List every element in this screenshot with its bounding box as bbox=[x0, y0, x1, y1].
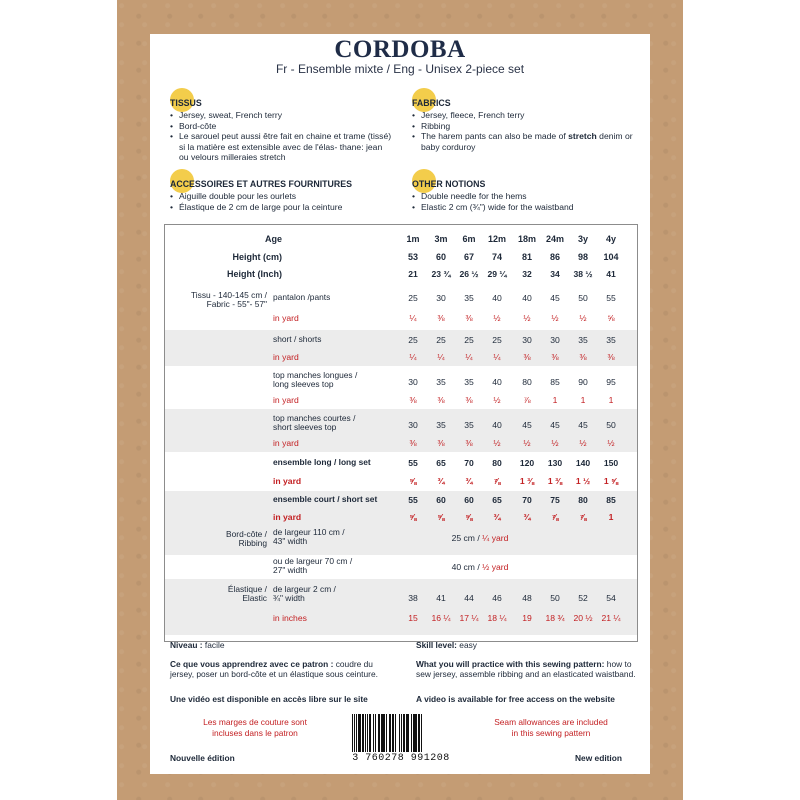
edition-fr: Nouvelle édition bbox=[170, 753, 235, 763]
section-heading: OTHER NOTIONS bbox=[412, 179, 486, 189]
cm-cell: 35 bbox=[464, 377, 474, 387]
cm-cell: 35 bbox=[464, 420, 474, 430]
elastic-cm-cell: 41 bbox=[436, 593, 446, 603]
section-heading: FABRICS bbox=[412, 98, 451, 108]
garment-label: ensemble long / long set bbox=[273, 457, 371, 467]
yard-cell: 1 bbox=[552, 395, 558, 405]
yard-cell: ¾ bbox=[493, 512, 501, 522]
elastic-label: Élastique / Elastic bbox=[227, 584, 267, 603]
yard-cell: ⅜ bbox=[465, 438, 473, 448]
cm-cell: 55 bbox=[606, 293, 616, 303]
cm-cell: 45 bbox=[522, 420, 532, 430]
height-inch-label: Height (Inch) bbox=[227, 269, 282, 279]
cm-cell: 45 bbox=[550, 293, 560, 303]
yard-cell: ⅜ bbox=[409, 395, 417, 405]
yard-cell: ¾ bbox=[437, 476, 445, 486]
yard-cell: ⅜ bbox=[409, 438, 417, 448]
cm-cell: 30 bbox=[436, 293, 446, 303]
in-yard-label: in yard bbox=[273, 313, 299, 323]
age-cell: 3m bbox=[434, 234, 448, 244]
age-cell: 6m bbox=[462, 234, 476, 244]
cm-cell: 70 bbox=[464, 458, 474, 468]
height-cm-cell: 98 bbox=[577, 252, 588, 262]
height-cm-label: Height (cm) bbox=[232, 252, 282, 262]
yard-cell: ⅜ bbox=[437, 313, 445, 323]
cm-cell: 50 bbox=[606, 420, 616, 430]
yard-cell: ½ bbox=[493, 313, 501, 323]
elastic-cm-cell: 44 bbox=[464, 593, 474, 603]
page-subtitle: Fr - Ensemble mixte / Eng - Unisex 2-piece set bbox=[275, 62, 525, 76]
cm-cell: 80 bbox=[578, 495, 588, 505]
cm-cell: 40 bbox=[492, 377, 502, 387]
tissus-list bbox=[170, 110, 392, 163]
elastic-inch-cell: 20 ½ bbox=[573, 613, 593, 623]
in-yard-label: in yard bbox=[273, 476, 302, 486]
fabric-label: Tissu - 140-145 cm / Fabric - 55"- 57" bbox=[190, 290, 267, 309]
garment-label: top manches longues / long sleeves top bbox=[273, 370, 358, 389]
cm-cell: 140 bbox=[575, 458, 591, 468]
cm-cell: 25 bbox=[408, 293, 418, 303]
height-inch-cell: 26 ½ bbox=[459, 269, 479, 279]
learn-en-text: What you will practice with this sewing pattern: how to sew jersey, assemble ribbing and an elasticated waistband. bbox=[416, 659, 636, 679]
cm-cell: 90 bbox=[578, 377, 588, 387]
height-cm-cell: 60 bbox=[435, 252, 446, 262]
video-fr-text: Une vidéo est disponible en accès libre sur le site bbox=[170, 694, 368, 704]
elastic-inch-cell: 21 ¼ bbox=[601, 613, 621, 623]
age-cell: 18m bbox=[517, 234, 536, 244]
yard-cell: ½ bbox=[523, 313, 531, 323]
page-title: CORDOBA bbox=[334, 36, 466, 63]
cm-cell: 70 bbox=[522, 495, 532, 505]
section-accessoires bbox=[170, 177, 395, 212]
yard-cell: ¼ bbox=[409, 352, 417, 362]
yard-cell: ⅜ bbox=[551, 352, 559, 362]
ribbing-label: Bord-côte / Ribbing bbox=[226, 529, 267, 548]
barcode-bars-icon bbox=[352, 714, 450, 752]
yard-cell: ½ bbox=[493, 395, 501, 405]
cm-cell: 25 bbox=[492, 335, 502, 345]
yard-cell: 1 ½ bbox=[575, 476, 591, 486]
ribbing-110-value: 25 cm / ¼ yard bbox=[451, 533, 509, 543]
height-cm-cell: 104 bbox=[603, 252, 619, 262]
yard-cell: ⅜ bbox=[607, 352, 615, 362]
accessoires-list bbox=[170, 191, 395, 212]
cm-cell: 80 bbox=[522, 377, 532, 387]
section-other-notions bbox=[412, 177, 637, 212]
yard-cell: ⅝ bbox=[437, 512, 445, 522]
cm-cell: 35 bbox=[578, 335, 588, 345]
list-item: • Double needle for the hems bbox=[412, 191, 637, 202]
height-inch-cell: 34 bbox=[550, 269, 560, 279]
list-item: • The harem pants can also be made of stretch denim or baby corduroy bbox=[412, 131, 637, 152]
yard-cell: ¾ bbox=[465, 476, 473, 486]
cm-cell: 40 bbox=[492, 420, 502, 430]
yard-cell: ⅜ bbox=[579, 352, 587, 362]
yard-cell: ⅝ bbox=[409, 512, 417, 522]
age-cell: 24m bbox=[545, 234, 564, 244]
elastic-cm-cell: 50 bbox=[550, 593, 560, 603]
list-item: • Ribbing bbox=[412, 121, 637, 132]
pattern-sheet bbox=[150, 34, 650, 774]
yard-cell: ⅞ bbox=[493, 476, 501, 486]
cm-cell: 150 bbox=[603, 458, 619, 468]
cm-cell: 55 bbox=[408, 495, 418, 505]
cm-cell: 45 bbox=[550, 420, 560, 430]
yard-cell: ½ bbox=[579, 438, 587, 448]
height-cm-cell: 67 bbox=[463, 252, 474, 262]
cm-cell: 40 bbox=[522, 293, 532, 303]
yard-cell: ¼ bbox=[493, 352, 501, 362]
elastic-cm-cell: 54 bbox=[606, 593, 616, 603]
ribbing-70-value: 40 cm / ½ yard bbox=[451, 562, 509, 572]
garment-label: top manches courtes / short sleeves top bbox=[273, 413, 356, 432]
notions-list bbox=[412, 191, 637, 212]
cm-cell: 65 bbox=[492, 495, 502, 505]
yard-cell: 1 ⅜ bbox=[519, 476, 535, 486]
yard-cell: 1 ⅜ bbox=[547, 476, 563, 486]
cm-cell: 35 bbox=[436, 377, 446, 387]
age-cell: 4y bbox=[605, 234, 616, 244]
in-yard-label: in yard bbox=[273, 512, 302, 522]
yard-cell: ⅜ bbox=[437, 438, 445, 448]
garment-label: ensemble court / short set bbox=[273, 494, 378, 504]
elastic-inch-cell: 16 ¼ bbox=[431, 613, 451, 623]
age-cell: 3y bbox=[577, 234, 588, 244]
section-heading: TISSUS bbox=[170, 98, 202, 108]
section-tissus bbox=[170, 96, 392, 163]
age-label: Age bbox=[264, 234, 282, 244]
cm-cell: 35 bbox=[606, 335, 616, 345]
list-item: • Élastique de 2 cm de large pour la ceinture bbox=[170, 202, 395, 213]
cm-cell: 40 bbox=[492, 293, 502, 303]
height-inch-cell: 41 bbox=[606, 269, 616, 279]
yard-cell: ⅜ bbox=[465, 313, 473, 323]
cm-cell: 60 bbox=[436, 495, 446, 505]
yard-cell: ⅜ bbox=[437, 395, 445, 405]
in-yard-label: in yard bbox=[273, 352, 299, 362]
height-cm-cell: 74 bbox=[491, 252, 502, 262]
list-item: • Elastic 2 cm (¾") wide for the waistband bbox=[412, 202, 637, 213]
yard-cell: ½ bbox=[551, 313, 559, 323]
yard-cell: ⅜ bbox=[523, 352, 531, 362]
height-inch-cell: 32 bbox=[522, 269, 532, 279]
age-cell: 1m bbox=[406, 234, 420, 244]
sizing-table bbox=[164, 224, 638, 642]
cm-cell: 55 bbox=[408, 458, 418, 468]
cm-cell: 50 bbox=[578, 293, 588, 303]
yard-cell: ¼ bbox=[465, 352, 473, 362]
elastic-inch-cell: 19 bbox=[522, 613, 532, 623]
in-inches-label: in inches bbox=[273, 613, 307, 623]
seam-allowance-fr: Les marges de couture sont incluses dans le patron bbox=[203, 717, 307, 738]
cm-cell: 95 bbox=[606, 377, 616, 387]
learn-fr-text: Ce que vous apprendrez avec ce patron : coudre du jersey, poser un bord-côte et un élastique sous ceinture. bbox=[170, 659, 378, 679]
height-cm-cell: 86 bbox=[549, 252, 560, 262]
height-inch-cell: 23 ¾ bbox=[431, 269, 451, 279]
elastic-inch-cell: 17 ¼ bbox=[459, 613, 479, 623]
age-cell: 12m bbox=[487, 234, 506, 244]
cm-cell: 45 bbox=[578, 420, 588, 430]
yard-cell: ½ bbox=[579, 313, 587, 323]
yard-cell: ⅝ bbox=[465, 512, 473, 522]
section-heading: ACCESSOIRES ET AUTRES FOURNITURES bbox=[170, 179, 352, 189]
list-item: • Bord-côte bbox=[170, 121, 392, 132]
yard-cell: ¾ bbox=[523, 512, 531, 522]
in-yard-label: in yard bbox=[273, 438, 299, 448]
cm-cell: 30 bbox=[408, 420, 418, 430]
cm-cell: 25 bbox=[436, 335, 446, 345]
yard-cell: 1 bbox=[608, 395, 614, 405]
fabrics-list bbox=[412, 110, 637, 152]
list-item: • Jersey, sweat, French terry bbox=[170, 110, 392, 121]
cm-cell: 85 bbox=[550, 377, 560, 387]
ribbing-110-desc: de largeur 110 cm / 43" width bbox=[273, 527, 345, 546]
elastic-cm-cell: 38 bbox=[408, 593, 418, 603]
barcode bbox=[346, 714, 456, 766]
list-item: • Aiguille double pour les ourlets bbox=[170, 191, 395, 202]
cm-cell: 25 bbox=[408, 335, 418, 345]
yard-cell: ⅜ bbox=[465, 395, 473, 405]
elastic-cm-cell: 52 bbox=[578, 593, 588, 603]
ribbing-70-desc: ou de largeur 70 cm / 27" width bbox=[273, 556, 353, 575]
height-cm-cell: 81 bbox=[521, 252, 532, 262]
yard-cell: ⅞ bbox=[523, 395, 531, 405]
video-en-text: A video is available for free access on the website bbox=[416, 694, 615, 704]
elastic-inch-cell: 18 ¼ bbox=[487, 613, 507, 623]
cm-cell: 25 bbox=[464, 335, 474, 345]
cm-cell: 30 bbox=[550, 335, 560, 345]
yard-cell: ⅞ bbox=[579, 512, 587, 522]
yard-cell: ⅞ bbox=[551, 512, 559, 522]
yard-cell: ¼ bbox=[437, 352, 445, 362]
yard-cell: 1 bbox=[580, 395, 586, 405]
yard-cell: ½ bbox=[607, 438, 615, 448]
in-yard-label: in yard bbox=[273, 395, 299, 405]
cm-cell: 60 bbox=[464, 495, 474, 505]
garment-label: pantalon /pants bbox=[273, 292, 331, 302]
elastic-inch-cell: 15 bbox=[408, 613, 418, 623]
yard-cell: 1 ⅝ bbox=[603, 476, 619, 486]
edition-en: New edition bbox=[575, 753, 622, 763]
skill-level-text: Skill level: easy bbox=[416, 640, 477, 650]
yard-cell: ½ bbox=[493, 438, 501, 448]
elastic-desc: de largeur 2 cm / ¾" width bbox=[273, 584, 336, 603]
cm-cell: 80 bbox=[492, 458, 502, 468]
height-inch-cell: 38 ½ bbox=[573, 269, 593, 279]
yard-cell: ⅝ bbox=[409, 476, 417, 486]
section-fabrics bbox=[412, 96, 637, 152]
cm-cell: 30 bbox=[522, 335, 532, 345]
yard-cell: ½ bbox=[523, 438, 531, 448]
cm-cell: 85 bbox=[606, 495, 616, 505]
cm-cell: 75 bbox=[550, 495, 560, 505]
yard-cell: 1 bbox=[608, 512, 614, 522]
cm-cell: 130 bbox=[547, 458, 563, 468]
cm-cell: 65 bbox=[436, 458, 446, 468]
elastic-cm-cell: 48 bbox=[522, 593, 532, 603]
list-item: • Jersey, fleece, French terry bbox=[412, 110, 637, 121]
garment-label: short / shorts bbox=[273, 334, 322, 344]
list-item: • Le sarouel peut aussi être fait en chaine et trame (tissé) si la matière est extensible avec de l'élas- thane: jean ou velours milleraies stretch bbox=[170, 131, 392, 163]
height-inch-cell: 21 bbox=[408, 269, 418, 279]
cm-cell: 35 bbox=[464, 293, 474, 303]
height-cm-cell: 53 bbox=[407, 252, 418, 262]
cm-cell: 120 bbox=[519, 458, 535, 468]
niveau-text: Niveau : facile bbox=[170, 640, 225, 650]
height-inch-cell: 29 ¼ bbox=[487, 269, 507, 279]
elastic-cm-cell: 46 bbox=[492, 593, 502, 603]
yard-cell: ⅝ bbox=[607, 313, 615, 323]
barcode-number: 3 760278 991208 bbox=[352, 753, 450, 764]
yard-cell: ¼ bbox=[409, 313, 417, 323]
cm-cell: 30 bbox=[408, 377, 418, 387]
seam-allowance-en: Seam allowances are included in this sewing pattern bbox=[494, 717, 608, 738]
cm-cell: 35 bbox=[436, 420, 446, 430]
yard-cell: ½ bbox=[551, 438, 559, 448]
elastic-inch-cell: 18 ¾ bbox=[545, 613, 565, 623]
